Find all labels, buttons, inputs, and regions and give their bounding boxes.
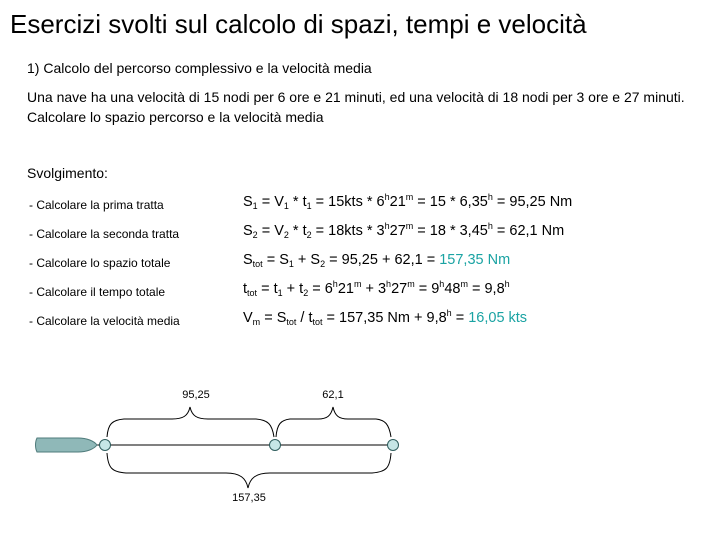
- formula-second-leg: $S_2 = V_2 * t_2 = 18kts * 3^h27^m = 18 * 3,45^h = 62,1$ Nm: [243, 221, 565, 240]
- formula-total-distance: $S_{tot} = S_1 + S_2 = 95,25 + 62,1 = 157,35$ Nm: [243, 252, 511, 269]
- total-distance-result: 157,35 Nm: [439, 252, 511, 268]
- step-label-average-speed: - Calcolare la velocità media: [29, 314, 180, 328]
- problem-statement: Una nave ha una velocità di 15 nodi per 6 ore e 21 minuti, ed una velocità di 18 nodi per 3 ore e 27 minuti. Calcolare lo spazio percorso e la velocità media: [27, 89, 685, 125]
- label-total: 157,35: [232, 492, 266, 504]
- formula-first-leg: $S_1 = V_1 * t_1 = 15kts * 6^h21^m = 15 * 6,35^h = 95,25$ Nm: [243, 192, 573, 211]
- label-first-leg: 95,25: [182, 389, 210, 401]
- average-speed-result: 16,05 kts: [468, 310, 528, 326]
- step-label-total-time: - Calcolare il tempo totale: [29, 285, 166, 299]
- brace-second-leg: [276, 407, 391, 437]
- midpoint-icon: [270, 440, 281, 451]
- formula-total-time: $t_{tot} = t_1 + t_2 = 6^h21^m + 3^h27^m = 9^h48^m = 9,8^h$: [243, 279, 510, 298]
- step-label-total-distance: - Calcolare lo spazio totale: [29, 256, 171, 270]
- label-second-leg: 62,1: [322, 389, 344, 401]
- brace-first-leg: [107, 407, 274, 437]
- exercise-heading: 1) Calcolo del percorso complessivo e la velocità media: [27, 60, 372, 76]
- start-point-icon: [100, 440, 111, 451]
- step-label-first-leg: - Calcolare la prima tratta: [29, 198, 164, 212]
- solution-label: Svolgimento:: [27, 165, 108, 181]
- step-label-second-leg: - Calcolare la seconda tratta: [29, 227, 180, 241]
- end-point-icon: [388, 440, 399, 451]
- ship-icon: [36, 438, 98, 452]
- page-title: Esercizi svolti sul calcolo di spazi, tempi e velocità: [10, 9, 587, 39]
- formula-average-speed: $V_m = S_{tot} / t_{tot} = 157,35$ Nm + 9,8$^h$ = 16,05 kts: [243, 308, 528, 327]
- brace-total: [107, 453, 391, 488]
